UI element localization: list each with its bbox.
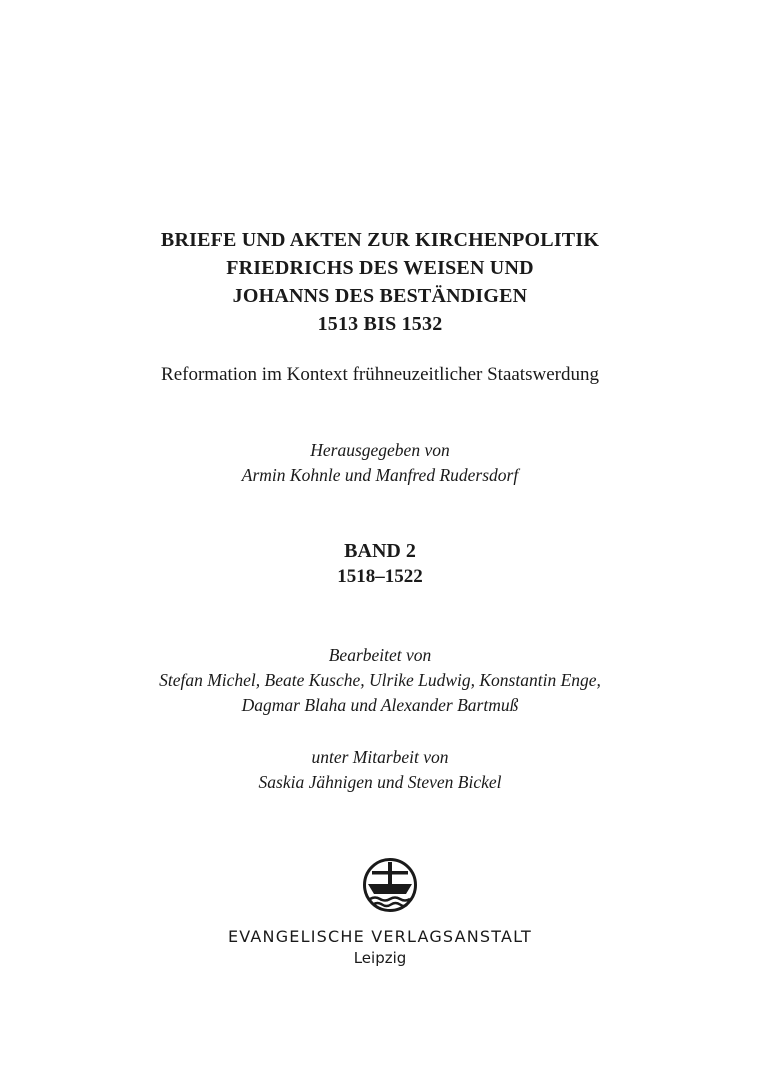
- revisers-label: Bearbeitet von: [328, 645, 432, 665]
- collaborators-names: Saskia Jähnigen und Steven Bickel: [258, 772, 502, 792]
- editors-label: Herausgegeben von: [310, 440, 450, 460]
- editors-names: Armin Kohnle und Manfred Rudersdorf: [241, 465, 519, 485]
- title-line-4: 1513 BIS 1532: [317, 313, 443, 335]
- title-line-3: JOHANNS DES BESTÄNDIGEN: [232, 285, 528, 307]
- title-line-1: BRIEFE UND AKTEN ZUR KIRCHENPOLITIK: [160, 229, 600, 251]
- volume-years: 1518–1522: [337, 566, 423, 587]
- publisher-city: Leipzig: [353, 949, 407, 967]
- volume-number: BAND 2: [344, 540, 416, 562]
- book-title: [0, 226, 760, 338]
- editors-section: [0, 438, 760, 488]
- collaborators-section: [0, 745, 760, 795]
- church-ship-logo-icon: [362, 857, 418, 913]
- revisers-names-line1: Stefan Michel, Beate Kusche, Ulrike Ludwig, Konstantin Enge,: [159, 670, 601, 690]
- volume-section: [0, 538, 760, 590]
- book-subtitle: [0, 363, 760, 387]
- title-line-2: FRIEDRICHS DES WEISEN UND: [226, 257, 534, 279]
- subtitle-text: Reformation im Kontext frühneuzeitlicher Staatswerdung: [161, 364, 599, 385]
- revisers-section: [0, 643, 760, 718]
- publisher-name: EVANGELISCHE VERLAGSANSTALT: [227, 927, 533, 946]
- collaborators-label: unter Mitarbeit von: [311, 747, 449, 767]
- publisher-section: [0, 926, 760, 968]
- revisers-names-line2: Dagmar Blaha und Alexander Bartmuß: [241, 695, 519, 715]
